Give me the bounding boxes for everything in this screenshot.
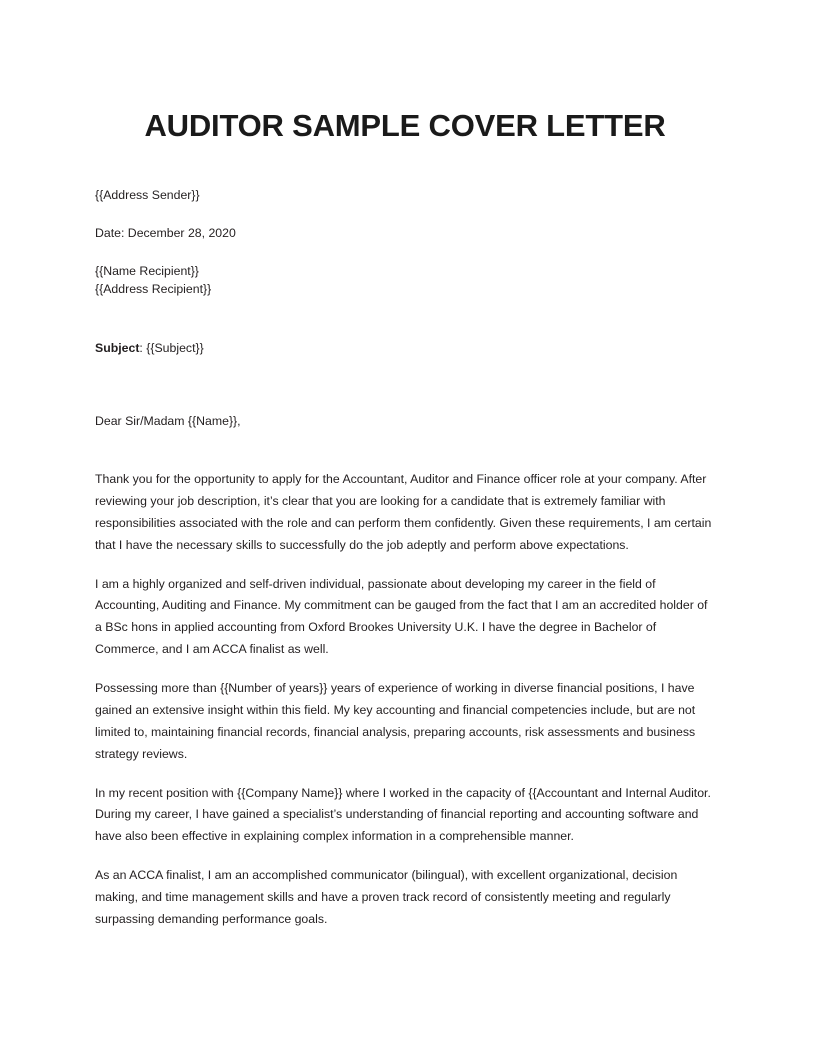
- recipient-block: [95, 263, 715, 299]
- body-paragraph: Thank you for the opportunity to apply for the Accountant, Auditor and Finance officer role at your company. After reviewing your job description, it’s clear that you are looking for a candidate that is extremely familiar with responsibilities associated with the role and can perform them confidently. Given these requirements, I am certain that I have the necessary skills to successfully do the job adeptly and perform above expectations.: [95, 472, 712, 552]
- salutation: Dear Sir/Madam {{Name}},: [95, 414, 241, 429]
- body-paragraph: As an ACCA finalist, I am an accomplished communicator (bilingual), with excellent organizational, decision making, and time management skills and have a proven track record of consistently meeting and regularly surpassing demanding performance goals.: [95, 868, 678, 926]
- date-line: Date: December 28, 2020: [95, 226, 236, 241]
- body-copy: [95, 469, 715, 931]
- body-paragraph: I am a highly organized and self-driven individual, passionate about developing my career in the field of Accounting, Auditing and Finance. My commitment can be gauged from the fact that I am an accredited holder of a BSc hons in applied accounting from Oxford Brookes University U.K. I have the degree in Bachelor of Commerce, and I am ACCA finalist as well.: [95, 576, 708, 657]
- subject-label: Subject: [95, 340, 140, 355]
- recipient-name: {{Name Recipient}}: [95, 264, 199, 279]
- subject-line: [95, 339, 715, 358]
- recipient-address: {{Address Recipient}}: [95, 281, 212, 296]
- body-paragraph: Possessing more than {{Number of years}} years of experience of working in diverse financial positions, I have gained an extensive insight within this field. My key accounting and financial competencies include, but are not limited to, maintaining financial records, financial analysis, preparing accounts, risk assessments and business strategy reviews.: [95, 681, 696, 761]
- subject-value: : {{Subject}}: [139, 340, 204, 355]
- body-paragraph: In my recent position with {{Company Name}} where I worked in the capacity of {{Accountant and Internal Auditor. During my career, I have gained a specialist’s understanding of financial reporting and accounting software and have also been effective in explaining complex information in a comprehensible manner.: [95, 785, 711, 844]
- page-title: AUDITOR SAMPLE COVER LETTER: [144, 108, 666, 143]
- sender-address: {{Address Sender}}: [95, 187, 200, 202]
- letter-content: [95, 0, 715, 931]
